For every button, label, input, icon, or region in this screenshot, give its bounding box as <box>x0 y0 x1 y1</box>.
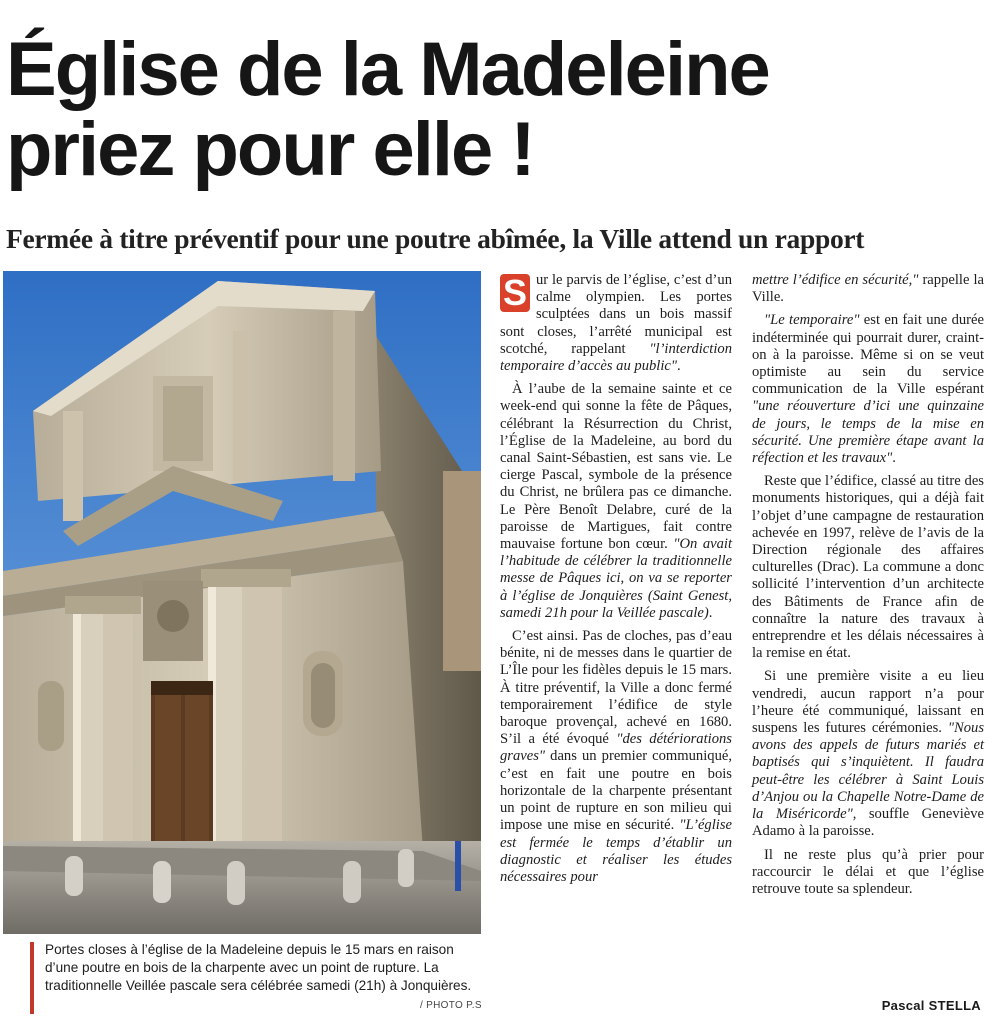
headline <box>6 27 986 192</box>
quote: mettre l’édifice en sécurité," <box>752 272 919 288</box>
headline-line-2: priez pour elle ! <box>6 107 534 192</box>
author-first-name: Pascal <box>881 998 925 1013</box>
text-run: À l’aube de la semaine sainte et ce week-end qui sonne la fête de Pâques, célébrant la Résurrection du Christ, l’Église de la Madeleine, au bord du canal Saint-Sébastien, est sans vie. Le cierge Pascal, symbole de la présence du Christ, ne brûlera pas ce dimanche. Le Père Benoît Delabre, curé de la paroisse de Martigues, fait contre mauvaise fortune bon cœur. <box>500 381 732 553</box>
paragraph <box>752 272 984 306</box>
caption-text: Portes closes à l’église de la Madeleine depuis le 15 mars en raison d’une poutre en bois de la charpente avec un point de rupture. La traditionnelle Veillée pascale sera célébrée samedi (21h) à Jonquières. <box>45 942 472 993</box>
text-run: ur le parvis de l’église, c’est d’un calme olympien. Les portes sculptées dans un bois massif sont closes, l’arrêté municipal est scotché, rappelant <box>500 272 732 357</box>
quote: "Nous avons des appels de futurs mariés et baptisés qui s’inquiètent. Il faudra peut-être les célébrer à Saint Louis d’Anjou ou la Chapelle Notre-Dame de la Miséricorde" <box>752 720 984 823</box>
paragraph <box>500 381 732 622</box>
paragraph <box>752 847 984 899</box>
subheadline: Fermée à titre préventif pour une poutre abîmée, la Ville attend un rapport <box>6 223 865 254</box>
headline-line-1: Église de la Madeleine <box>6 27 769 112</box>
quote: "une réouverture d’ici une quinzaine de jours, le temps de la mise en sécurité. Une première étape avant la réfection et les travaux" <box>752 398 984 467</box>
quote: "des détériorations graves" <box>500 731 732 765</box>
paragraph <box>752 312 984 467</box>
photo-credit: / PHOTO P.S <box>420 1000 482 1011</box>
quote: "On avait l’habitude de célébrer la traditionnelle messe de Pâques ici, on va se reporter à l’église de Jonquières (Saint Genest, samedi 21h pour la Veillée pascale) <box>500 536 732 621</box>
text-run: C’est ainsi. Pas de cloches, pas d’eau bénite, ni de messes dans le quartier de L’Île pour les fidèles depuis le 15 mars. À titre préventif, la Ville a donc fermé temporairement l’édifice de style baroque provençal, achevé en 1680. S’il a été évoqué <box>500 628 732 748</box>
church-photo <box>3 271 481 934</box>
text-run: , souffle Geneviève Adamo à la paroisse. <box>752 806 984 840</box>
quote: "Le temporaire" <box>764 312 860 329</box>
text-run: rappelle la Ville. <box>752 272 984 306</box>
text-run: . <box>708 604 713 621</box>
paragraph <box>500 272 732 375</box>
text-run: . <box>677 358 681 375</box>
photo-caption <box>33 941 478 995</box>
author-last-name: STELLA <box>928 998 981 1013</box>
author-signature <box>882 998 981 1013</box>
article-column-2 <box>752 272 984 904</box>
quote: "l’interdiction temporaire d’accès au public" <box>500 340 732 375</box>
text-run: Si une première visite a eu lieu vendredi, aucun rapport n’a pour l’heure été communiqué, laissant en suspens les futures cérémonies. <box>752 668 984 737</box>
text-run: Reste que l’édifice, classé au titre des monuments historiques, qui a déjà fait l’objet d’une campagne de restauration achevée en 1997, relève de l’avis de la Direction régionale des affaires culturelles (Drac). La commune a donc sollicité l’intervention d’un architecte des Bâtiments de France afin de connaître la nature des travaux à entreprendre et les délais nécessaires à la remise en état. <box>752 473 984 662</box>
drop-cap: S <box>500 274 530 312</box>
text-run: dans un premier communiqué, c’est en fait une poutre en bois horizontale de la charpente présentant un point de rupture en son milieu qui impose une mise en sécurité. <box>500 748 732 834</box>
article-column-1 <box>500 272 732 892</box>
paragraph <box>500 628 732 886</box>
quote: "L’église est fermée le temps d’établir un diagnostic et réaliser les études nécessaires pour <box>500 817 732 885</box>
paragraph <box>752 668 984 840</box>
text-run: est en fait une durée indéterminée qui pourrait durer, craint-on à la paroisse. Même si on se veut optimiste au sein du service communication de la Ville espérant <box>752 312 984 398</box>
text-run: . <box>892 450 896 467</box>
text-run: Il ne reste plus qu’à prier pour raccourcir le délai et que l’église retrouve toute sa splendeur. <box>752 846 984 897</box>
paragraph <box>752 473 984 662</box>
